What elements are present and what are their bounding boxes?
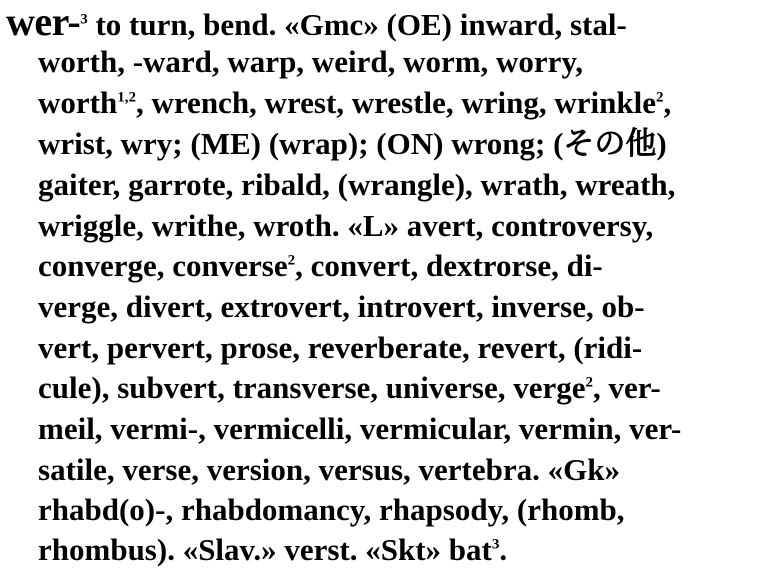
headword-superscript: 3 (80, 11, 88, 28)
superscript: 2 (585, 374, 594, 391)
entry-text: wrist, wry; (ME) (wrap); (ON) wrong; (その他) (38, 126, 667, 161)
superscript: 1,2 (117, 89, 136, 106)
entry-text: , (663, 85, 672, 120)
headword: wer- (6, 0, 81, 44)
entry-text: satile, verse, version, versus, vertebra. «Gk» (38, 452, 620, 487)
entry-text: . (499, 532, 508, 567)
entry-line-8 (38, 285, 645, 330)
entry-line-12 (38, 448, 620, 493)
entry-line-2 (38, 40, 583, 85)
entry-line-6 (38, 204, 653, 249)
entry-line-10 (38, 366, 661, 411)
entry-line-1-rest: «Gmc» (OE) inward, stal- (276, 7, 627, 42)
entry-line-4 (38, 122, 667, 167)
entry-text: rhabd(o)-, rhabdomancy, rhapsody, (rhomb, (38, 492, 625, 527)
superscript: 3 (491, 536, 500, 553)
entry-text: worth, -ward, warp, weird, worm, worry, (38, 44, 583, 79)
entry-text: vert, pervert, prose, reverberate, revert, (ridi- (38, 330, 643, 365)
entry-line-5 (38, 163, 675, 208)
entry-line-9 (38, 326, 642, 371)
entry-text: wriggle, writhe, wroth. «L» avert, controversy, (38, 208, 654, 243)
entry-text: rhombus). «Slav.» verst. «Skt» bat (38, 532, 492, 567)
entry-line-11 (38, 407, 681, 452)
entry-text: verge, divert, extrovert, introvert, inverse, ob- (38, 289, 645, 324)
entry-text: gaiter, garrote, ribald, (wrangle), wrath, wreath, (38, 167, 676, 202)
superscript: 2 (287, 252, 296, 269)
entry-text: converge, converse (38, 248, 288, 283)
definition: to turn, bend. (95, 7, 277, 42)
entry-line-7 (38, 244, 603, 289)
entry-text: cule), subvert, transverse, universe, verge (38, 370, 586, 405)
entry-text: , ver- (593, 370, 661, 405)
entry-line-3 (38, 81, 671, 126)
entry-text: , convert, dextrorse, di- (295, 248, 603, 283)
entry-line-14 (38, 528, 507, 573)
entry-text: , wrench, wrest, wrestle, wring, wrinkle (135, 85, 657, 120)
superscript: 2 (656, 89, 664, 106)
entry-text: worth (38, 85, 118, 120)
entry-text: meil, vermi-, vermicelli, vermicular, vermin, ver- (38, 411, 682, 446)
entry-line-13 (38, 488, 625, 533)
